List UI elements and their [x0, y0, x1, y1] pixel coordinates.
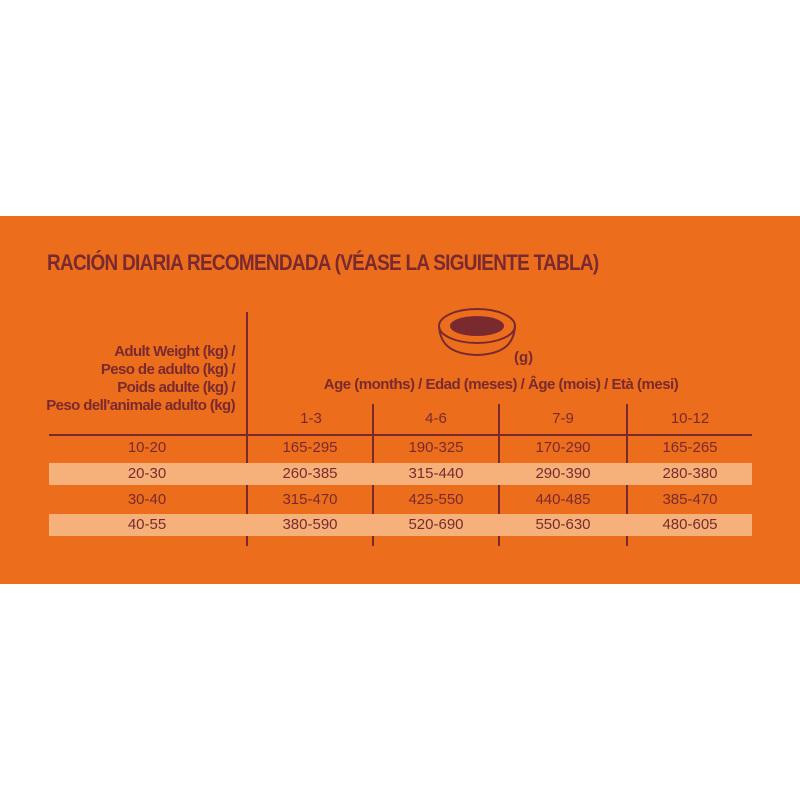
- weight-cell: 20-30: [127, 465, 167, 482]
- food-bowl-icon: [432, 302, 522, 360]
- value-cell: 290-390: [535, 465, 591, 482]
- value-cell: 170-290: [535, 439, 591, 456]
- weight-header-fr: Poids adulte (kg) /: [117, 379, 235, 396]
- weight-header-it: Peso dell'animale adulto (kg): [46, 397, 235, 414]
- value-cell: 385-470: [662, 491, 718, 508]
- age-header: Age (months) / Edad (meses) / Âge (mois) / Età (mesi): [323, 376, 679, 393]
- value-cell: 280-380: [662, 465, 718, 482]
- header-divider: [49, 434, 752, 436]
- value-cell: 380-590: [282, 516, 338, 533]
- value-cell: 480-605: [662, 516, 718, 533]
- table-row: [49, 463, 752, 485]
- weight-column-header: [40, 343, 235, 415]
- value-cell: 190-325: [408, 439, 464, 456]
- table-row: [49, 489, 752, 511]
- value-cell: 425-550: [408, 491, 464, 508]
- value-cell: 550-630: [535, 516, 591, 533]
- table-row: [49, 514, 752, 536]
- weight-header-es: Peso de adulto (kg) /: [100, 361, 235, 378]
- value-cell: 165-295: [282, 439, 338, 456]
- value-cell: 440-485: [535, 491, 591, 508]
- table-row: [49, 437, 752, 459]
- value-cell: 165-265: [662, 439, 718, 456]
- age-column-3: 7-9: [552, 410, 574, 427]
- weight-cell: 40-55: [127, 516, 167, 533]
- value-cell: 315-470: [282, 491, 338, 508]
- weight-header-en: Adult Weight (kg) /: [114, 343, 235, 360]
- age-column-4: 10-12: [670, 410, 710, 427]
- weight-cell: 30-40: [127, 491, 167, 508]
- page-title: RACIÓN DIARIA RECOMENDADA (VÉASE LA SIGUIENTE TABLA): [47, 250, 599, 275]
- value-cell: 315-440: [408, 465, 464, 482]
- age-column-1: 1-3: [300, 410, 322, 427]
- value-cell: 520-690: [408, 516, 464, 533]
- weight-cell: 10-20: [127, 439, 167, 456]
- age-column-2: 4-6: [425, 410, 447, 427]
- unit-label: (g): [514, 349, 534, 366]
- value-cell: 260-385: [282, 465, 338, 482]
